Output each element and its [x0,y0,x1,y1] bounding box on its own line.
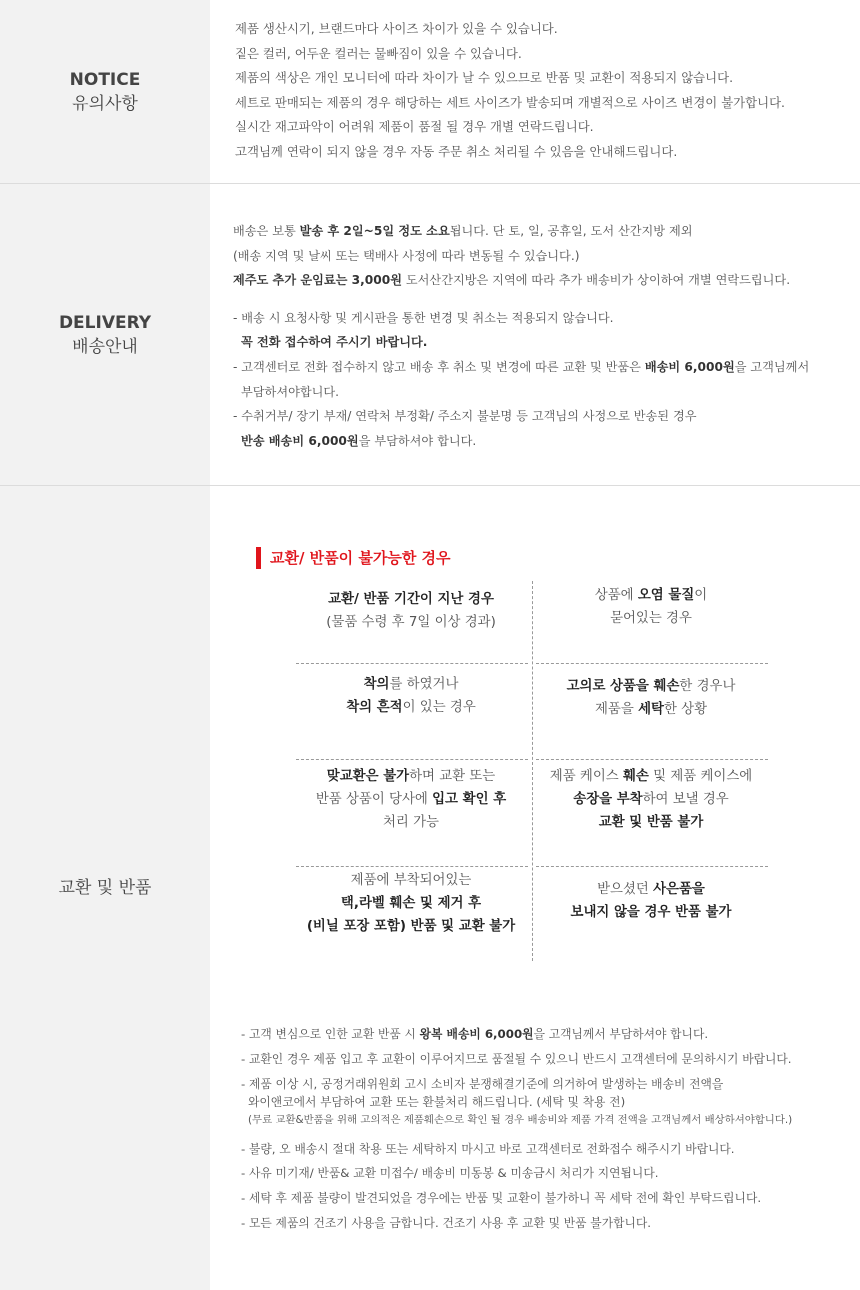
exchange-note: - 제품 이상 시, 공정거래위원회 고시 소비자 분쟁해결기준에 의거하여 발생하는 배송비 전액을 [241,1076,724,1091]
exchange-notes [241,1022,792,1236]
grid-divider [296,663,528,664]
notice-line: 고객님께 연락이 되지 않을 경우 자동 주문 취소 처리될 수 있음을 안내해드립니다. [235,143,678,159]
notice-section [0,0,860,184]
delivery-line: 반송 배송비 6,000원을 부담하셔야 합니다. [241,433,477,448]
notice-label-en: NOTICE [69,69,141,90]
exchange-note: - 사유 미기재/ 반품& 교환 미접수/ 배송비 미동봉 & 미송금시 처리가 지연됩니다. [241,1166,659,1181]
exchange-note: - 교환인 경우 제품 입고 후 교환이 이루어지므로 품절될 수 있으니 반드시 고객센터에 문의하시기 바랍니다. [241,1051,792,1066]
delivery-label-en: DELIVERY [58,312,152,333]
delivery-label-ko: 배송안내 [72,336,138,357]
exchange-note: - 고객 변심으로 인한 교환 반품 시 왕복 배송비 6,000원을 고객님께서 부담하셔야 합니다. [241,1027,709,1041]
delivery-section [0,184,860,486]
exchange-title: 교환/ 반품이 불가능한 경우 [256,547,451,569]
delivery-line: 부담하셔야합니다. [241,384,340,399]
grid-cell: 상품에 오염 물질이 묻어있는 경우 [594,588,708,626]
notice-line: 짙은 컬러, 어두운 컬러는 물빠짐이 있을 수 있습니다. [235,45,522,61]
grid-cell: 받으셨던 사은품을 보내지 않을 경우 반품 불가 [570,882,732,920]
notice-line: 제품 생산시기, 브랜드마다 사이즈 차이가 있을 수 있습니다. [235,21,558,36]
exchange-note: - 세탁 후 제품 불량이 발견되었을 경우에는 반품 및 교환이 불가하니 꼭 세탁 전에 확인 부탁드립니다. [241,1191,762,1206]
delivery-line: 제주도 추가 운임료는 3,000원 도서산간지방은 지역에 따라 추가 배송비가 상이하여 개별 연락드립니다. [233,273,791,288]
exchange-note: - 모든 제품의 건조기 사용을 금합니다. 건조기 사용 후 교환 및 반품 불가합니다. [241,1215,652,1230]
grid-divider [536,663,768,664]
exchange-note: 와이앤코에서 부담하여 교환 또는 환불처리 해드립니다. (세탁 및 착용 전) [248,1094,626,1109]
delivery-content [210,184,860,485]
grid-divider [296,866,528,867]
grid-cell: 착의를 하였거나 착의 흔적이 있는 경우 [346,677,476,715]
exchange-content [210,486,860,1290]
delivery-line: - 배송 시 요청사항 및 게시판을 통한 변경 및 취소는 적용되지 않습니다. [233,310,614,325]
grid-divider-vertical [532,581,533,961]
delivery-line: - 수취거부/ 장기 부재/ 연락처 부정확/ 주소지 불분명 등 고객님의 사정으로 반송된 경우 [233,409,697,424]
exchange-label [0,486,210,1290]
notice-label [0,0,210,183]
notice-line: 실시간 재고파악이 어려워 제품이 품절 될 경우 개별 연락드립니다. [235,119,594,134]
grid-cell: 맞교환은 불가하며 교환 또는 반품 상품이 당사에 입고 확인 후 처리 가능 [315,769,507,830]
notice-content [210,0,860,183]
grid-divider [296,759,528,760]
grid-divider [536,759,768,760]
delivery-label [0,184,210,485]
grid-cell: 제품 케이스 훼손 및 제품 케이스에 송장을 부착하여 보낼 경우 교환 및 반품 불가 [549,769,753,830]
delivery-line: 꼭 전화 접수하여 주시기 바랍니다. [241,335,428,350]
grid-divider [536,866,768,867]
delivery-line: 배송은 보통 발송 후 2일~5일 정도 소요됩니다. 단 토, 일, 공휴일, 도서 산간지방 제외 [233,224,693,238]
delivery-line: - 고객센터로 전화 접수하지 않고 배송 후 취소 및 변경에 따른 교환 및 반품은 배송비 6,000원을 고객님께서 [233,359,810,374]
exchange-note: - 불량, 오 배송시 절대 착용 또는 세탁하지 마시고 바로 고객센터로 전화접수 해주시기 바랍니다. [241,1141,735,1156]
exchange-section [0,486,860,1290]
exchange-label-ko: 교환 및 반품 [58,878,152,898]
notice-label-ko: 유의사항 [72,93,138,114]
exchange-note: (무료 교환&반품을 위해 고의적은 제품훼손으로 확인 될 경우 배송비와 제품 가격 전액을 고객님께서 배상하셔야합니다.) [248,1113,793,1126]
notice-line: 제품의 색상은 개인 모니터에 따라 차이가 날 수 있으므로 반품 및 교환이 적용되지 않습니다. [235,70,734,85]
grid-cell: 고의로 상품을 훼손한 경우나 제품을 세탁한 상황 [566,679,736,717]
exchange-grid [296,581,768,961]
notice-line: 세트로 판매되는 제품의 경우 해당하는 세트 사이즈가 발송되며 개별적으로 사이즈 변경이 불가합니다. [235,94,785,110]
delivery-line: (배송 지역 및 날씨 또는 택배사 사정에 따라 변동될 수 있습니다.) [233,248,580,263]
grid-cell: 제품에 부착되어있는 택,라벨 훼손 및 제거 후 (비닐 포장 포함) 반품 및 교환 불가 [306,873,516,934]
grid-cell: 교환/ 반품 기간이 지난 경우 (물품 수령 후 7일 이상 경과) [326,592,496,630]
